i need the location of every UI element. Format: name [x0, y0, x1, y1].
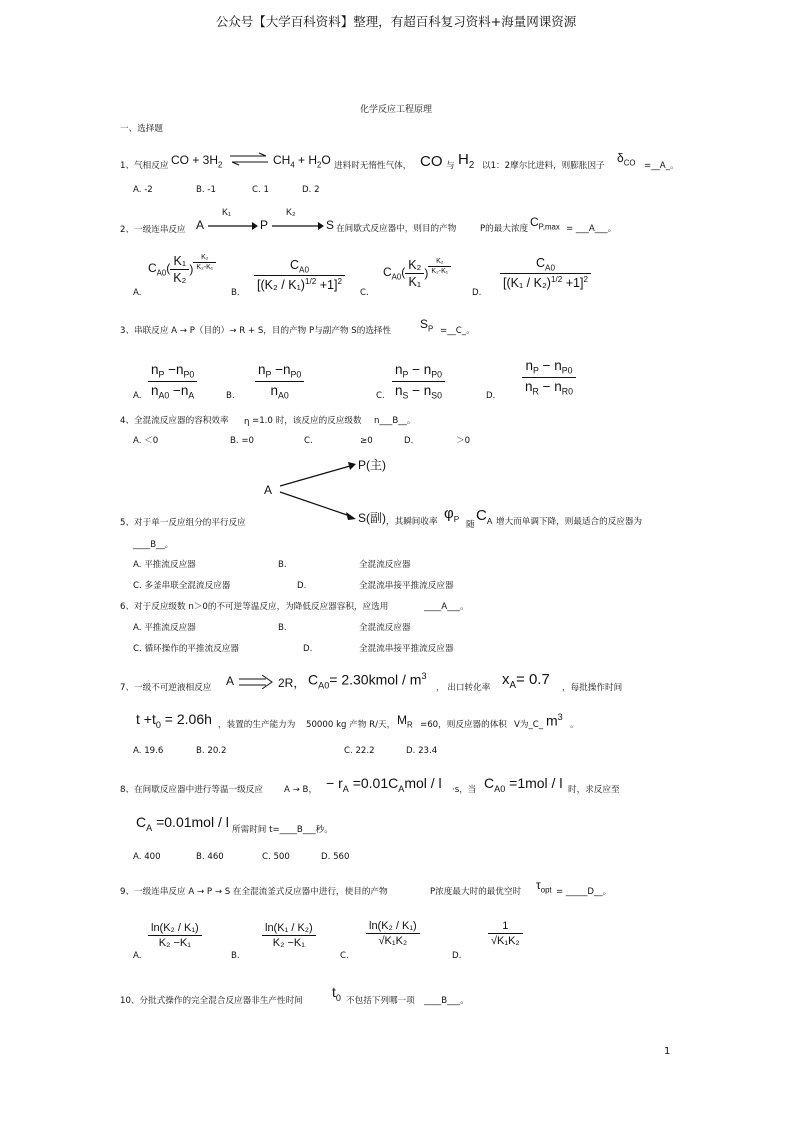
- q7-text: 7、一级不可逆液相反应: [120, 683, 212, 693]
- q6-option-a: A. 平推流反应器: [133, 623, 196, 633]
- q7-option-a: A. 19.6: [133, 746, 164, 756]
- q5-a: A: [264, 483, 273, 497]
- q1-delta: $\delta_{CO}$: [617, 151, 636, 168]
- q7-text5: 50000 kg 产物 R/天，: [306, 720, 396, 730]
- q5-text2: ，其瞬间收率: [386, 517, 438, 527]
- q5-option-a: A. 平推流反应器: [133, 560, 196, 570]
- q9-option-d-formula: $\frac{1}{\text{√K₁K₂}}$: [488, 920, 523, 947]
- q8-ca0: $C_{A0} =1mol / l$: [484, 775, 563, 794]
- q7-xa: $x_A= 0.7$: [502, 671, 550, 691]
- q7-time: $t +t_0 = 2.06h$: [136, 711, 212, 730]
- q2-text: 在间歇式反应器中，则目的产物: [336, 224, 457, 234]
- q3-option-b-formula: $\frac{n_P -n_{P0}}{n_{A0}}$: [255, 362, 304, 400]
- q1-text: 进料时无惰性气体，: [334, 161, 412, 171]
- q3-option-c-formula: $\frac{n_P - n_{P0}}{n_S - n_{S0}}$: [392, 362, 445, 400]
- q6-option-b: B.: [278, 623, 287, 633]
- q6-option-c: C. 循环操作的平推流反应器: [133, 644, 239, 654]
- q1-answer: =__A_。: [644, 161, 679, 171]
- q2-option-c: C.: [360, 288, 369, 298]
- q3-option-c: C.: [376, 391, 385, 401]
- q1-option-c: C. 1: [252, 185, 269, 195]
- q3-sp: $S_P$: [420, 317, 434, 334]
- q10-answer: ____B___。: [424, 996, 469, 1006]
- q2-answer: = ___A___。: [566, 224, 617, 234]
- q4-text: 4、全混流反应器的容积效率: [120, 416, 229, 426]
- q9-text2: P浓度最大时的最优空时: [430, 887, 522, 897]
- equilibrium-arrow-icon: [228, 152, 270, 166]
- q6-option-d-text: 全混流串接平推流反应器: [359, 644, 454, 654]
- q4-option-d: D.: [404, 436, 414, 446]
- q5-phi: $\varphi_P$: [444, 505, 460, 524]
- q7-ca0: $C_{A0}=$ 2.30kmol / $m^3$: [308, 671, 427, 691]
- q4-answer: n___B__。: [374, 416, 416, 426]
- q7-m3: $m^3$: [546, 712, 563, 729]
- q2-number: 2、一级连串反应: [120, 225, 186, 235]
- q8-option-b: B. 460: [196, 852, 224, 862]
- q4-option-c: C.: [304, 436, 313, 446]
- q2-a: A: [196, 218, 205, 232]
- q5-text3: 增大而单调下降，则最适合的反应器为: [496, 517, 643, 527]
- q1-reactants: CO + $3H_2$: [171, 153, 223, 170]
- q7-option-c: C. 22.2: [344, 746, 375, 756]
- q9-option-b: B.: [231, 951, 240, 961]
- q2-option-b-formula: $\frac{C_{A0}}{[(K_2 / K_1)^{1/2} +1]^2}$: [254, 258, 345, 292]
- q5-option-c: C. 多釜串联全混流反应器: [133, 581, 231, 591]
- q5-sui: 随: [466, 520, 475, 530]
- q1-yu: 与: [446, 161, 455, 171]
- q7-mr: $M_R$: [397, 713, 413, 730]
- arrow-right-icon: [272, 221, 324, 231]
- q8-reaction: A → B，: [284, 785, 318, 795]
- q6-text: 6、对于反应级数 n＞0的不可逆等温反应，为降低反应器容积，应选用: [120, 602, 389, 612]
- q4-eta: η: [244, 417, 250, 427]
- q4-option-c-value: ≥0: [360, 436, 373, 446]
- q10-t0: $t_0$: [332, 984, 341, 1003]
- q3-option-d: D.: [486, 391, 496, 401]
- q7-text3: ，每批操作时间: [562, 683, 623, 693]
- q5-p: P(主): [358, 458, 386, 472]
- q9-option-d: D.: [452, 951, 462, 961]
- q3-option-a: A.: [133, 391, 142, 401]
- q2-p: P: [260, 218, 269, 232]
- q6-option-d: D.: [303, 644, 313, 654]
- q9-option-a-formula: $\frac{\text{ln(K₂ / K₁)}}{\text{K₂ −K₁}}$: [148, 922, 202, 949]
- q7-text7: V为_C_: [514, 720, 544, 730]
- q5-option-d-text: 全混流串接平推流反应器: [359, 581, 454, 591]
- q9-answer: = _____D__。: [556, 887, 612, 897]
- q9-option-c-formula: $\frac{\text{ln(K₂ / K₁)}}{\text{√K₁K₂}}$: [366, 920, 420, 947]
- q8-option-d: D. 560: [321, 852, 350, 862]
- q10-text2: 不包括下列哪一项: [346, 996, 415, 1006]
- arrow-right-icon: [208, 221, 258, 231]
- q2-option-c-formula: $C_{A0}$( $\frac{\text{K₂}}{\text{K₁}}$ ) $\frac{\text{K₂}}{\text{K₂-K₁}}$: [383, 258, 451, 289]
- q7-end: 。: [570, 720, 579, 730]
- page-header: 公众号【大学百科资料】整理，有超百科复习资料+海量网课资源: [215, 14, 577, 29]
- q7-text4: ，装置的生产能力为: [218, 720, 296, 730]
- q7-option-d: D. 23.4: [406, 746, 438, 756]
- q1-h2: $H_2$: [458, 151, 475, 171]
- q2-text2: P的最大浓度: [480, 224, 529, 234]
- q9-option-b-formula: $\frac{\text{ln(K₁ / K₂)}}{\text{K₂ −K₁}}$: [262, 922, 316, 949]
- q2-k2: K₂: [286, 207, 296, 217]
- q10-text: 10、分批式操作的完全混合反应器非生产性时间: [120, 996, 303, 1006]
- q4-option-b: B. =0: [230, 436, 255, 446]
- q8-option-c: C. 500: [262, 852, 290, 862]
- q3-answer: =__C_。: [440, 326, 475, 336]
- q8-option-a: A. 400: [133, 852, 161, 862]
- q2-option-a: A.: [133, 288, 142, 298]
- section-heading: 一、选择题: [120, 124, 163, 134]
- q5-text: 5、对于单一反应组分的平行反应: [120, 518, 246, 528]
- q4-option-a: A. ＜0: [133, 436, 159, 446]
- q8-text: 8、在间歇反应器中进行等温一级反应: [120, 785, 263, 795]
- document-title: 化学反应工程原理: [359, 105, 432, 115]
- q3-text: 3、串联反应 A → P（目的）→ R + S，目的产物 P与副产物 S的选择性: [120, 326, 392, 336]
- q8-ca: $C_A =0.01mol / l$: [136, 814, 229, 833]
- q2-option-d: D.: [472, 288, 482, 298]
- q2-option-a-formula: $C_{A0}$( $\frac{\text{K₁}}{\text{K₂}}$ ) $\frac{\text{K₂}}{\text{K₂-K₁}}$: [148, 254, 216, 285]
- double-arrow-icon: [238, 675, 274, 689]
- q1-text2: 以1：2摩尔比进料，则膨胀因子: [482, 161, 605, 171]
- q9-option-a: A.: [133, 951, 142, 961]
- q1-option-a: A. -2: [133, 185, 153, 195]
- q6-option-b-text: 全混流反应器: [359, 623, 411, 633]
- q9-text: 9、一级连串反应 A → P → S 在全混流釜式反应器中进行，使目的产物: [120, 887, 388, 897]
- q5-option-d: D.: [297, 581, 307, 591]
- parallel-reaction-arrows-icon: [278, 462, 358, 524]
- q7-option-b: B. 20.2: [196, 746, 227, 756]
- q2-s: S: [326, 218, 335, 232]
- q2-cpmax: $C_{P,max}$: [530, 215, 560, 232]
- q8-ras: ·s，当: [452, 785, 477, 795]
- q7-r: 2R，: [278, 676, 306, 690]
- q1-option-d: D. 2: [302, 185, 320, 195]
- q1-co: CO: [420, 153, 443, 170]
- q4-text2: =1.0 时，该反应的反应级数: [252, 416, 362, 426]
- q9-tau: $\tau_{opt}$: [536, 878, 552, 895]
- q4-option-d-value: ＞0: [456, 436, 471, 446]
- q1-products: $CH_4 + H_2O$: [273, 153, 331, 170]
- q5-s: S(副): [358, 511, 386, 525]
- q2-option-d-formula: $\frac{C_{A0}}{[(K_1 / K_2)^{1/2} +1]^2}$: [500, 256, 591, 290]
- q5-option-b: B.: [278, 560, 287, 570]
- q5-option-b-text: 全混流反应器: [359, 560, 411, 570]
- q3-option-d-formula: $\frac{n_P - n_{P0}}{n_R - n_{R0}}$: [522, 358, 576, 396]
- q7-a: A: [226, 674, 235, 688]
- q7-text2: ， 出口转化率: [436, 683, 491, 693]
- q2-option-b: B.: [231, 288, 240, 298]
- q3-option-b: B.: [226, 391, 235, 401]
- q5-ca: $C_A$: [476, 507, 493, 526]
- page-number: 1: [664, 1046, 671, 1057]
- q8-rate: − $r_A =0.01C_Amol / l$: [326, 775, 442, 794]
- q6-answer: ____A___。: [424, 602, 469, 612]
- q5-answer: ____B__。: [133, 540, 174, 550]
- q8-text3: 所需时间 t=____B___秒。: [232, 825, 333, 835]
- q1-number: 1、气相反应: [120, 161, 169, 171]
- q8-text2: 时，求反应至: [568, 785, 620, 795]
- q9-option-c: C.: [340, 951, 349, 961]
- q1-option-b: B. -1: [196, 185, 216, 195]
- q2-k1: K₁: [222, 207, 232, 217]
- q7-text6: =60，则反应器的体积: [420, 720, 507, 730]
- q3-option-a-formula: $\frac{n_P -n_{P0}}{n_{A0} -n_A}$: [148, 362, 197, 400]
